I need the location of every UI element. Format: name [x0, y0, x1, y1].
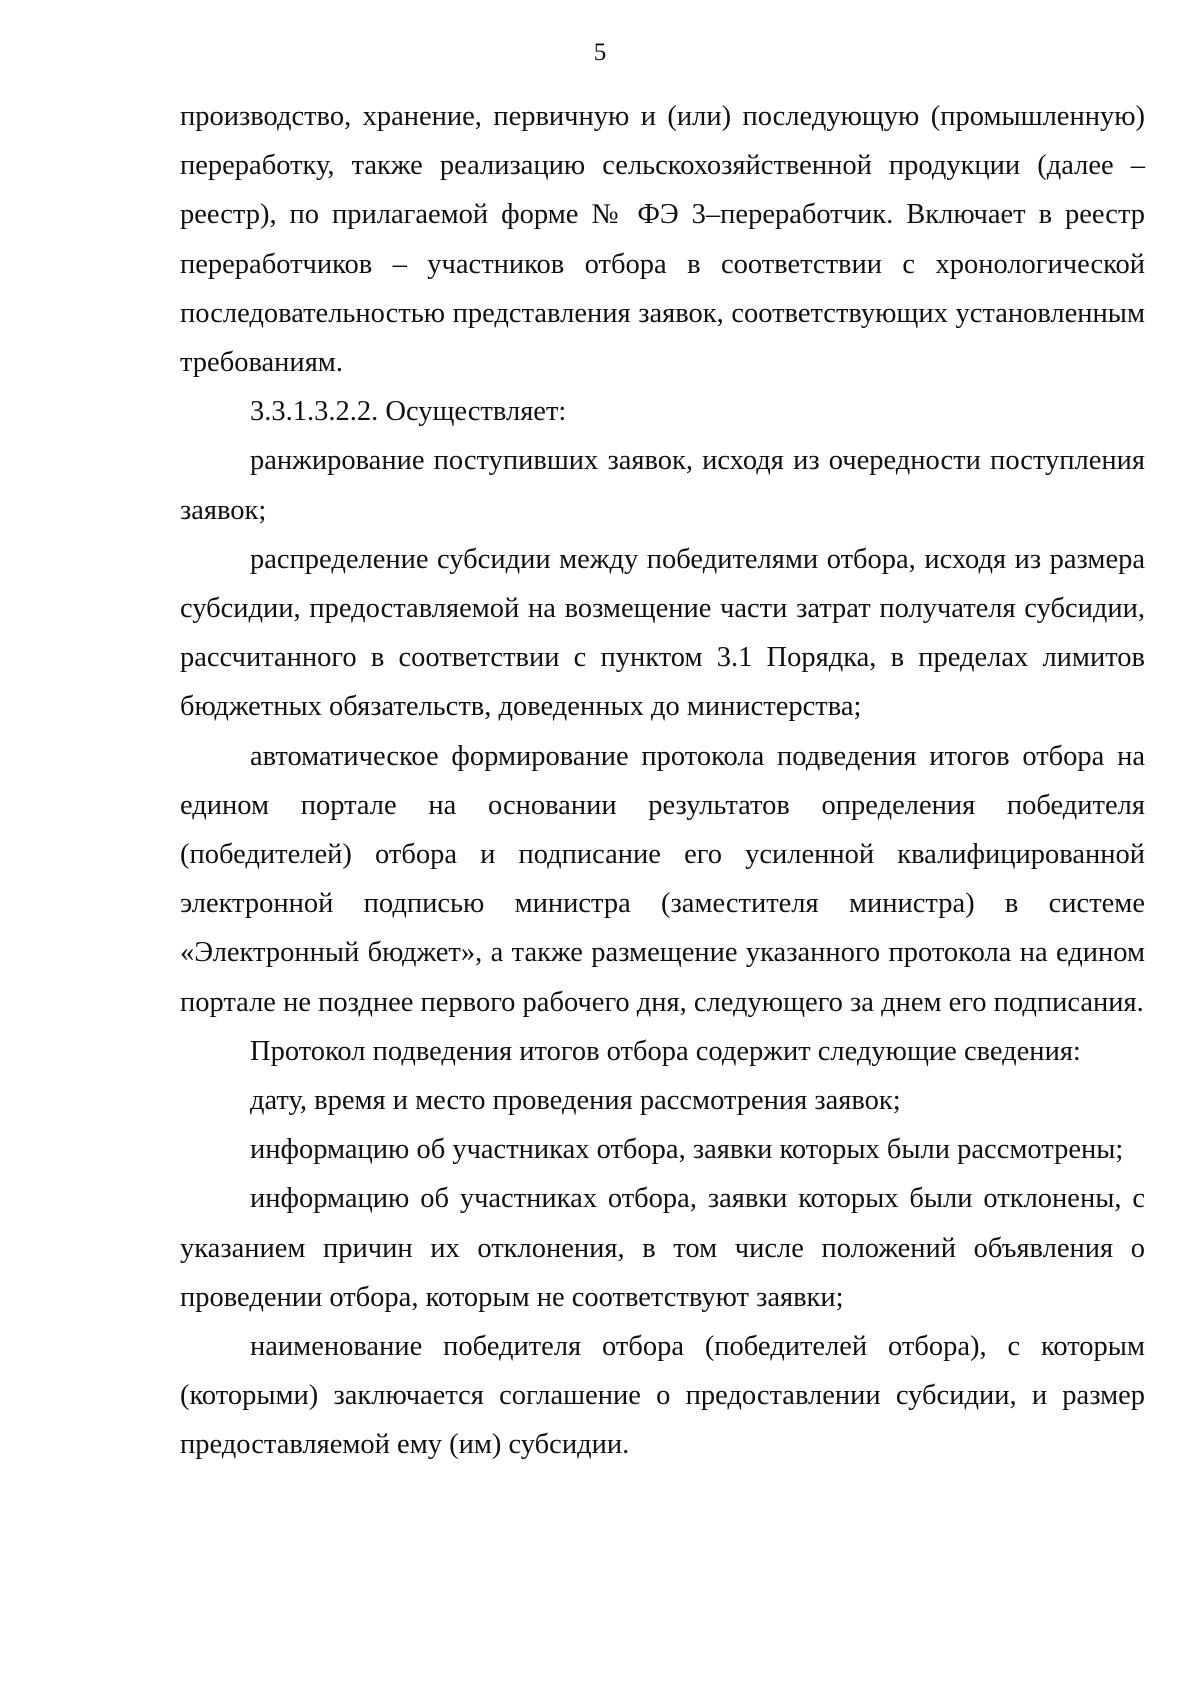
paragraph-distribution: распределение субсидии между победителями отбора, исходя из размера субсидии, предоставляемой на возмещение части затрат получателя субсидии, рассчитанного в соответствии с пунктом 3.1 Порядка, в пределах лимитов бюджетных обязательств, доведенных до министерства; — [180, 543, 1145, 723]
paragraph-winner-name: наименование победителя отбора (победителей отбора), с которым (которыми) заключается соглашение о предоставлении субсидии, и размер предоставляемой ему (им) субсидии. — [180, 1331, 1145, 1461]
paragraph-ranking: ранжирование поступивших заявок, исходя из очередности поступления заявок; — [180, 445, 1145, 526]
paragraph-clause-heading: 3.3.1.3.2.2. Осуществляет: — [250, 396, 567, 428]
document-body — [180, 92, 1145, 1470]
paragraph-protocol-contents: Протокол подведения итогов отбора содержит следующие сведения: — [250, 1035, 1081, 1067]
paragraph-participants-reviewed: информацию об участниках отбора, заявки которых были рассмотрены; — [250, 1134, 1124, 1166]
paragraph-protocol-formation: автоматическое формирование протокола подведения итогов отбора на едином портале на основании результатов определения победителя (победителей) отбора и подписание его усиленной квалифицированной электронной подписью министра (заместителя министра) в системе «Электронный бюджет», а также размещение указанного протокола на едином портале не позднее первого рабочего дня, следующего за днем его подписания. — [180, 740, 1145, 1018]
paragraph-continuation: производство, хранение, первичную и (или) последующую (промышленную) переработку, также реализацию сельскохозяйственной продукции (далее – реестр), по прилагаемой форме № ФЭ 3–переработчик. Включает в реестр переработчиков – участников отбора в соответствии с хронологической последовательностью представления заявок, соответствующих установленным требованиям. — [180, 101, 1145, 379]
paragraph-date-time-place: дату, время и место проведения рассмотрения заявок; — [250, 1085, 901, 1117]
page-number: 5 — [593, 39, 607, 66]
paragraph-participants-rejected: информацию об участниках отбора, заявки которых были отклонены, с указанием причин их отклонения, в том числе положений объявления о проведении отбора, которым не соответствуют заявки; — [180, 1183, 1145, 1313]
